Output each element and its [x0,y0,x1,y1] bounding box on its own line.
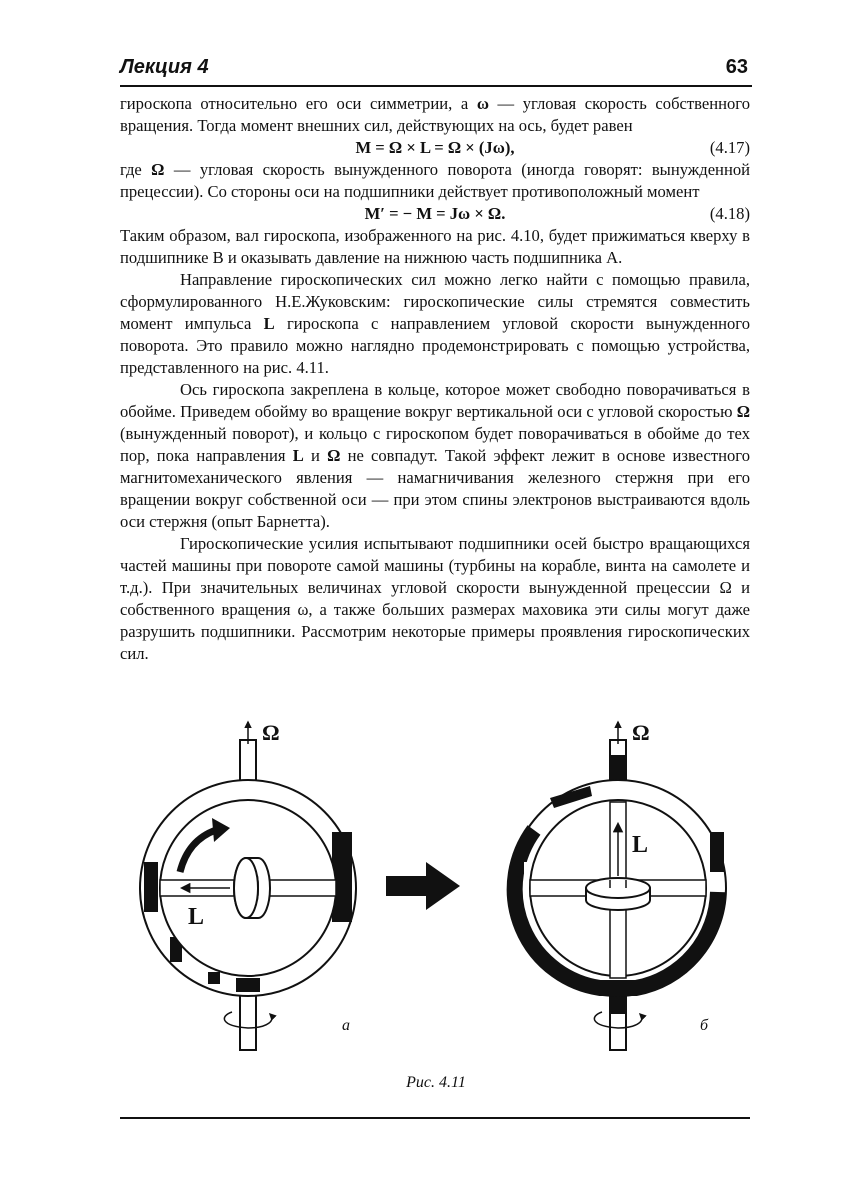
paragraph-6: Гироскопические усилия испытывают подшипники осей быстро вращающихся частей машины при повороте самой машины (турбины на корабле, винта на самолете и т.д.). При значительных величинах угловой скорости вынужденной прецессии Ω и собственного вращения ω, а также больших размерах маховика эти силы могут даже разрушить подшипники. Рассмотрим некоторые примеры проявления гироскопических сил. [120,534,750,663]
paragraph-4: Направление гироскопических сил можно легко найти с помощью правила, сформулированного Н.Е.Жуковским: гироскопические силы стремятся совместить момент импульса L гироскопа с направлением угловой скорости вынужденного поворота. Это правило можно наглядно продемонстрировать с помощью устройства, представленного на рис. 4.11. [120,270,750,377]
paragraph-1: гироскопа относительно его оси симметрии, а ω — угловая скорость собственного вращения. Тогда момент внешних сил, действующих на ось, будет равен [120,94,750,135]
lecture-title: Лекция 4 [120,56,209,78]
paragraph-5: Ось гироскопа закреплена в кольце, которое может свободно поворачиваться в обойме. Приведем обойму во вращение вокруг вертикальной оси с угловой скоростью Ω (вынужденный поворот), и кольцо с гироскопом будет поворачиваться в обойме до тех пор, пока направления L и Ω не совпадут. Такой эффект лежит в основе известного магнитомеханического явления — намагничивания железного стержня при его вращении вокруг собственной оси — при этом спины электронов выстраиваются вдоль оси стержня (опыт Барнетта). [120,380,750,531]
equation-formula: M = Ω × L = Ω × (Jω), [355,138,515,157]
omega-label: Ω [632,720,650,745]
body-text [120,93,750,665]
equation-4-18 [120,203,750,225]
transition-arrow [386,862,460,910]
equation-number: (4.17) [709,138,750,157]
paragraph-2: где Ω — угловая скорость вынужденного поворота (иногда говорят: вынужденной прецессии). Со стороны оси на подшипники действует противоположный момент [120,160,750,201]
omega-label: Ω [262,720,280,745]
equation-4-17 [120,137,750,159]
equation-formula: M′ = − M = Jω × Ω. [364,204,506,223]
page-header [120,56,752,84]
sub-label-b: б [700,1017,709,1034]
page-number: 63 [725,56,748,78]
frame-patch [236,978,260,992]
header-rule [120,85,752,87]
paragraph-3: Таким образом, вал гироскопа, изображенного на рис. 4.10, будет прижиматься кверху в подшипнике В и оказывать давление на нижнюю часть подшипника А. [120,226,750,267]
frame-patch [710,832,724,872]
L-label: L [632,832,649,858]
L-label: L [188,904,205,930]
figure-drawing [120,712,752,1062]
frame-patch [144,862,158,912]
frame-patch [208,972,220,984]
sub-label-a: а [342,1017,350,1034]
gyroscope-diagram-b [510,720,726,1050]
footer-rule [120,1117,750,1119]
figure-caption: Рис. 4.11 [406,1074,466,1091]
shaft-bottom [240,988,256,1050]
equation-number: (4.18) [709,204,750,223]
gyroscope-diagram-a [140,720,356,1050]
figure-4-11 [120,712,752,1112]
